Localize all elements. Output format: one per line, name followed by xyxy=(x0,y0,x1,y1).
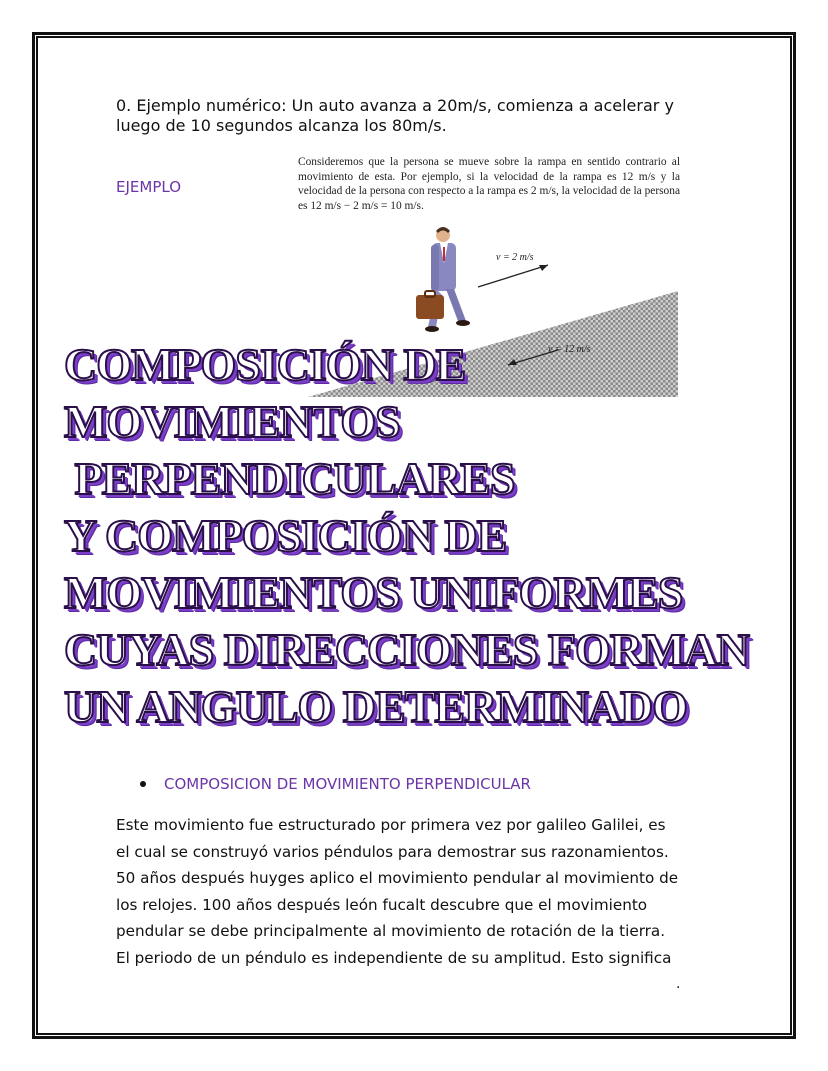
person-velocity-label: v = 2 m/s xyxy=(496,252,534,263)
body-line-1: Este movimiento fue estructurado por primera vez por galileo Galilei, es xyxy=(116,816,666,834)
body-line-2: el cual se construyó varios péndulos para demostrar sus razonamientos. xyxy=(116,842,669,861)
title-line-7: UN ANGULO DETERMINADO xyxy=(64,681,688,732)
title-line-3: PERPENDICULARES xyxy=(64,453,515,504)
bullet-dot-icon xyxy=(140,781,146,787)
main-title xyxy=(64,336,804,735)
title-line-6: CUYAS DIRECCIONES FORMAN xyxy=(64,624,749,675)
figure-caption: Consideremos que la persona se mueve sobre la rampa en sentido contrario al movimiento de esta. Por ejemplo, si la velocidad de la rampa es 12 m/s y la velocidad de la persona con respecto a la rampa es 2 m/s, la velocidad de la persona es 12 m/s − 2 m/s = 10 m/s. xyxy=(298,156,680,212)
ejemplo-label: EJEMPLO xyxy=(116,178,181,196)
body-line-4: los relojes. 100 años después león fucalt descubre que el movimiento xyxy=(116,895,648,914)
bullet-item xyxy=(140,775,531,793)
person-velocity-arrow xyxy=(478,265,548,287)
ramp-velocity-label: v = 12 m/s xyxy=(548,344,591,355)
title-line-5: MOVIMIENTOS UNIFORMES xyxy=(64,567,683,618)
bullet-text: COMPOSICION DE MOVIMIENTO PERPENDICULAR xyxy=(164,775,531,793)
body-line-3: 50 años después huyges aplico el movimiento pendular al movimiento de xyxy=(116,869,679,887)
body-paragraph xyxy=(116,812,716,971)
intro-line-1: 0. Ejemplo numérico: Un auto avanza a 20m/s, comienza a acelerar y xyxy=(116,96,674,115)
intro-line-2: luego de 10 segundos alcanza los 80m/s. xyxy=(116,116,447,135)
title-line-4: Y COMPOSICIÓN DE xyxy=(64,510,507,561)
intro-paragraph xyxy=(116,96,716,136)
body-line-6: El periodo de un péndulo es independiente de su amplitud. Esto significa xyxy=(116,948,672,967)
walking-person-icon xyxy=(416,227,470,332)
title-line-1: COMPOSICIÓN DE xyxy=(64,339,466,390)
title-line-2: MOVIMIENTOS xyxy=(64,396,400,447)
trailing-mark: . xyxy=(676,976,681,992)
body-line-5: pendular se debe principalmente al movimiento de rotación de la tierra. xyxy=(116,922,666,940)
